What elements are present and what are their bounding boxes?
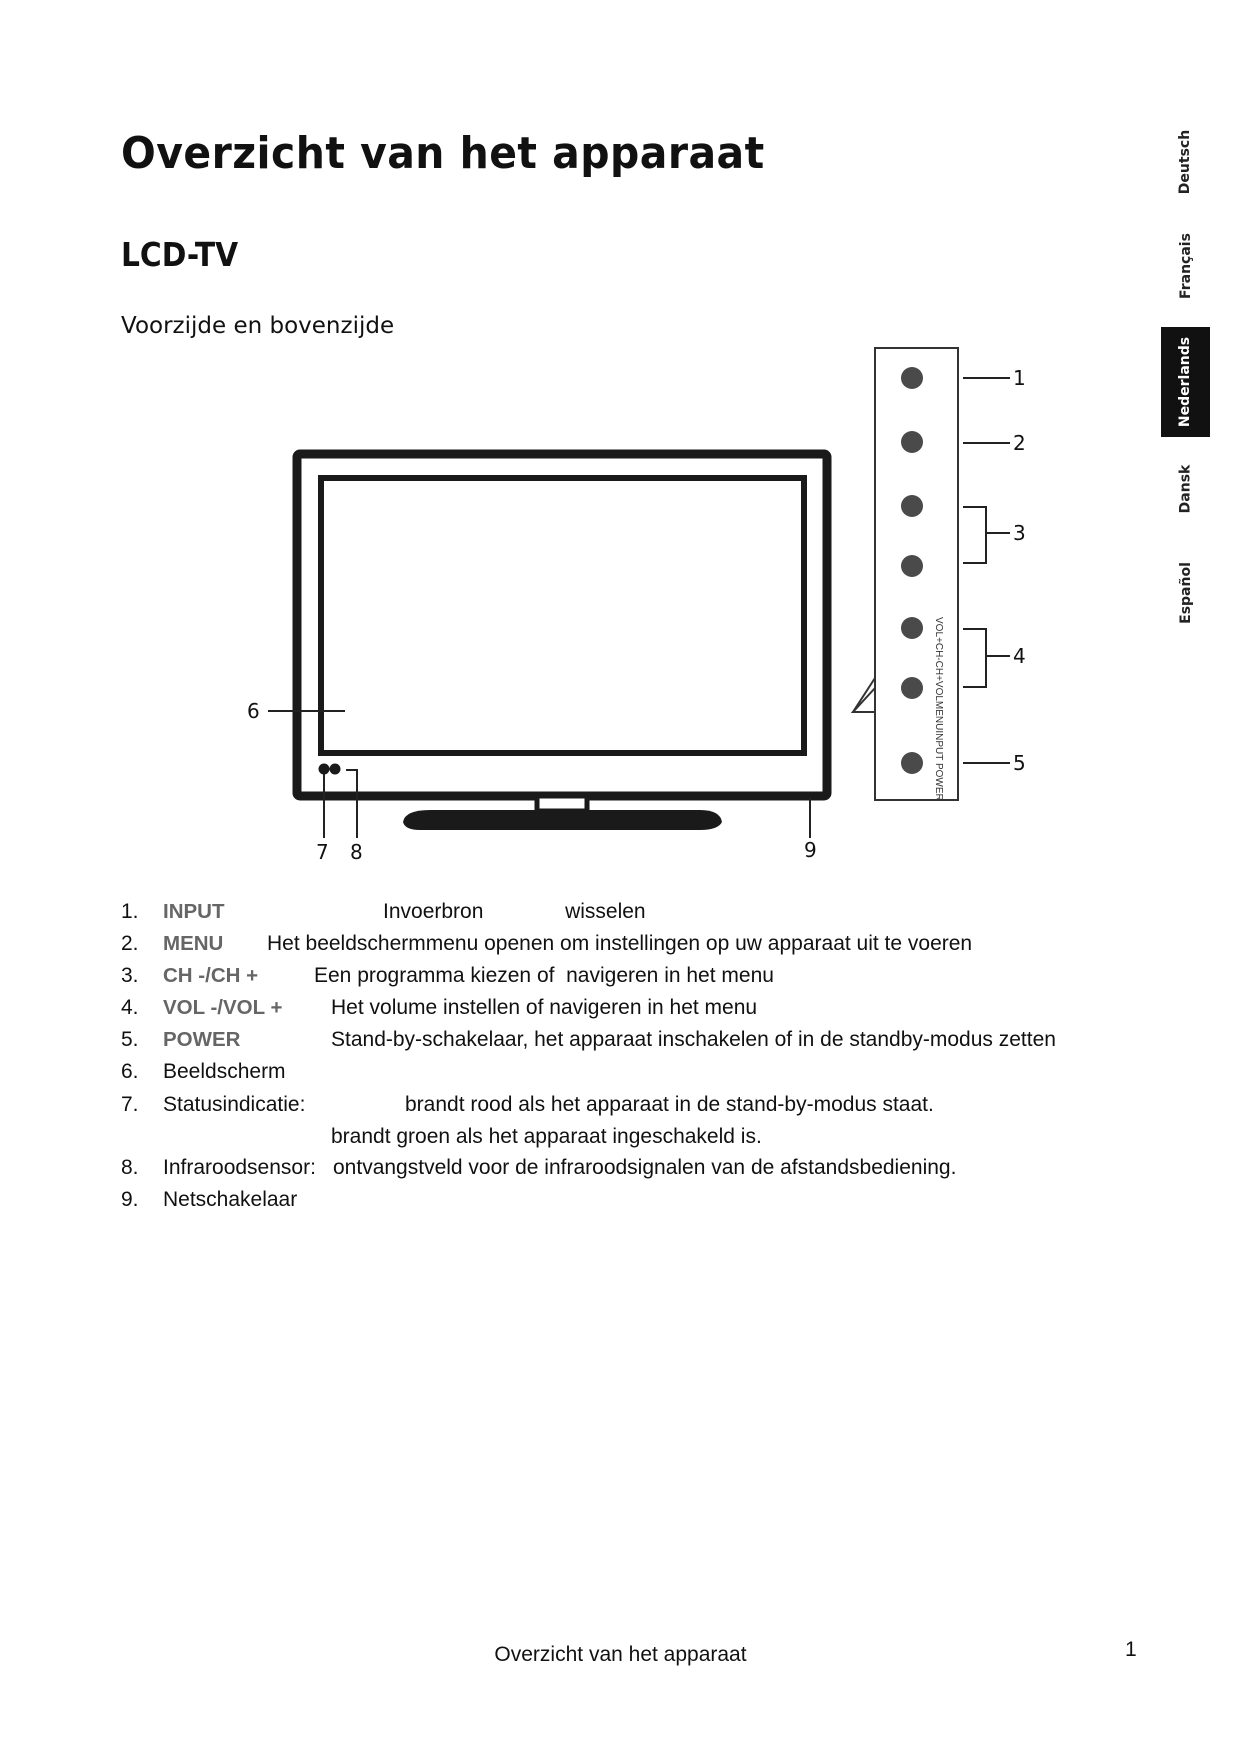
tv-stand-neck <box>537 796 587 811</box>
item-key: Beeldscherm <box>163 1060 286 1083</box>
button-menu <box>901 431 923 453</box>
button-vol-minus <box>901 677 923 699</box>
item-key: MENU <box>163 932 224 955</box>
page-number: 1 <box>1125 1638 1137 1661</box>
item-description: Stand-by-schakelaar, het apparaat inschakelen of in de standby-modus zetten <box>331 1028 1056 1051</box>
page-footer: Overzicht van het apparaat <box>494 1643 747 1666</box>
infrared-sensor <box>330 764 341 775</box>
item-key: INPUT <box>163 900 225 923</box>
tv-screen <box>321 478 804 753</box>
lang-tab-label: Dansk <box>1177 464 1194 514</box>
item-number: 8. <box>121 1156 139 1179</box>
item-number: 3. <box>121 964 139 987</box>
button-power <box>901 752 923 774</box>
page-title: Overzicht van het apparaat <box>121 128 765 179</box>
item-description: brandt rood als het apparaat in de stand-by-modus staat. <box>405 1093 934 1116</box>
section-heading: LCD-TV <box>121 235 239 274</box>
status-led <box>319 764 330 775</box>
subsection-heading: Voorzijde en bovenzijde <box>121 313 395 339</box>
callout-5: 5 <box>1013 751 1026 775</box>
callout-9: 9 <box>804 838 817 862</box>
tv-bezel <box>297 454 827 796</box>
item-key: VOL -/VOL + <box>163 996 283 1019</box>
button-ch-plus <box>901 495 923 517</box>
item-key: Infraroodsensor: <box>163 1156 316 1179</box>
lang-tab-label: Français <box>1177 233 1194 299</box>
item-key: Netschakelaar <box>163 1188 298 1211</box>
item-number: 2. <box>121 932 139 955</box>
item-description: Het beeldschermmenu openen om instellingen op uw apparaat uit te voeren <box>267 932 973 955</box>
item-number: 6. <box>121 1060 139 1083</box>
item-number: 7. <box>121 1093 139 1116</box>
item-key: POWER <box>163 1028 241 1051</box>
item-key: Statusindicatie: <box>163 1093 306 1116</box>
callout-4: 4 <box>1013 644 1026 668</box>
item-number: 4. <box>121 996 139 1019</box>
button-input <box>901 367 923 389</box>
callout-1: 1 <box>1013 366 1026 390</box>
callout-2: 2 <box>1013 431 1026 455</box>
item-key: CH -/CH + <box>163 964 259 987</box>
button-vol-plus <box>901 617 923 639</box>
item-description: Een programma kiezen of navigeren in het menu <box>314 964 774 987</box>
item-description: Het volume instellen of navigeren in het menu <box>331 996 758 1019</box>
lang-tab-label: Nederlands <box>1177 336 1194 428</box>
callout-3: 3 <box>1013 521 1026 545</box>
item-description: Invoerbron wisselen <box>383 900 646 923</box>
item-description: brandt groen als het apparaat ingeschakeld is. <box>331 1125 762 1148</box>
tv-stand-base <box>403 810 722 830</box>
item-description: ontvangstveld voor de infraroodsignalen van de afstandsbediening. <box>333 1156 957 1179</box>
lang-tab-label: Español <box>1177 562 1194 624</box>
callout-6: 6 <box>247 699 260 723</box>
side-panel-labels: VOL+CH-CH+VOLMENUINPUT POWER <box>933 617 944 801</box>
lang-tab-label: Deutsch <box>1177 129 1194 195</box>
callout-7: 7 <box>316 840 329 864</box>
button-ch-minus <box>901 555 923 577</box>
callout-8: 8 <box>350 840 363 864</box>
item-number: 5. <box>121 1028 139 1051</box>
item-number: 1. <box>121 900 139 923</box>
item-number: 9. <box>121 1188 139 1211</box>
